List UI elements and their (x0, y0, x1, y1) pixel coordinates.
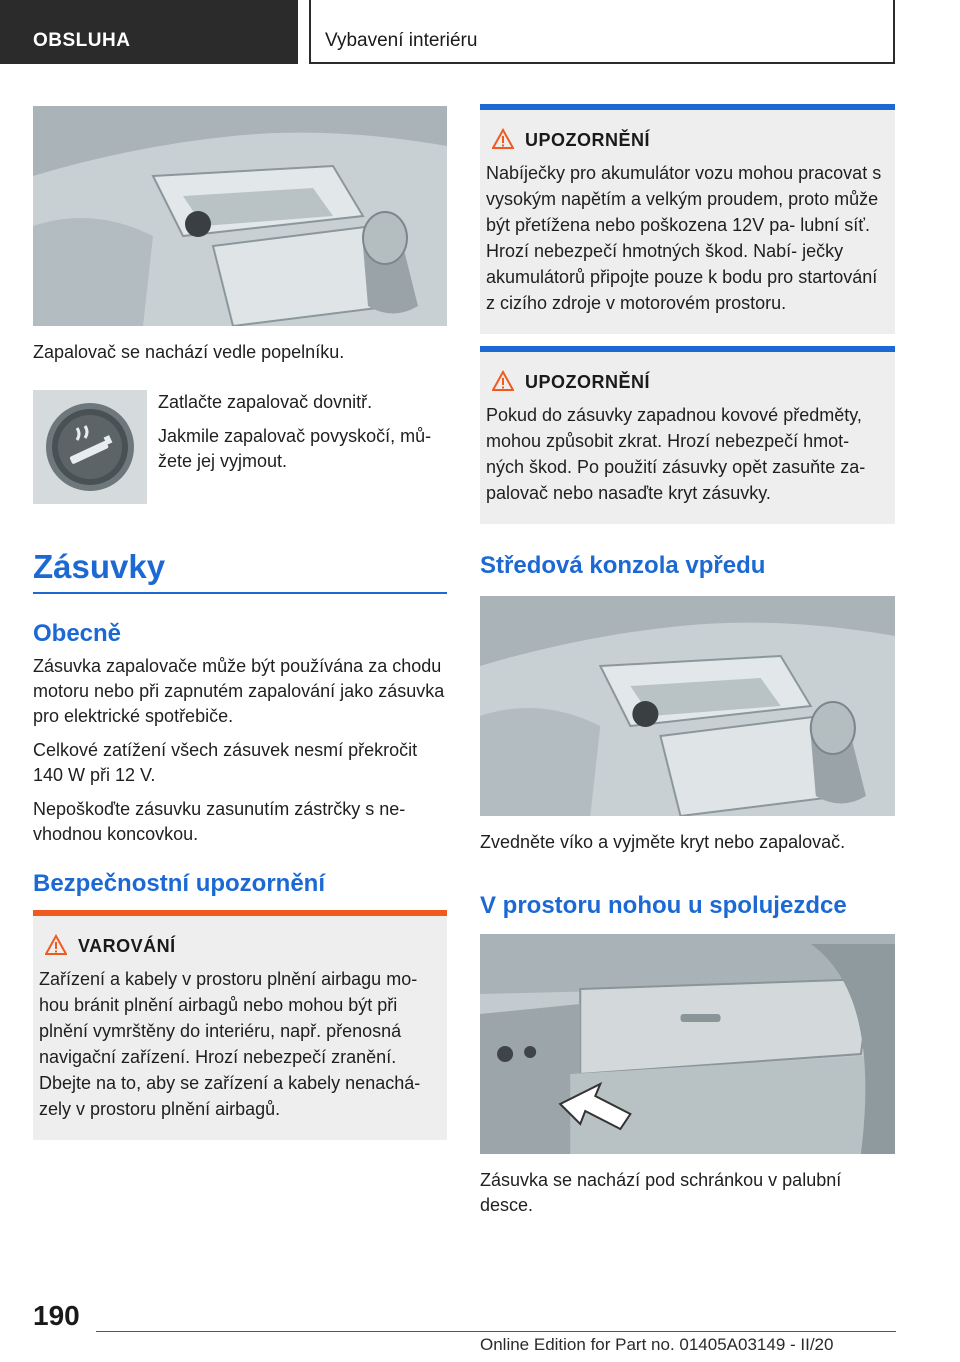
general-paragraph-2: Celkové zatížení všech zásuvek nesmí překročit 140 W při 12 V. (33, 740, 418, 785)
notice-box-2 (480, 346, 895, 524)
heading-sockets: Zásuvky (33, 548, 447, 594)
lighter-text-remove: Jakmile zapalovač povyskočí, mů‐ žete jej vyjmout. (158, 426, 432, 471)
lighter-text-push: Zatlačte zapalovač dovnitř. (158, 392, 373, 412)
warning-bar (33, 910, 447, 916)
notice-title-1: UPOZORNĚNÍ (525, 130, 651, 150)
header-chapter-tab (311, 0, 895, 64)
notice-bar-2 (480, 346, 895, 352)
lighter-instructions (158, 390, 448, 483)
heading-general: Obecně (33, 620, 122, 647)
notice-box-1 (480, 104, 895, 334)
console-ashtray-image (33, 106, 447, 326)
general-section (33, 654, 449, 856)
page-number: 190 (33, 1300, 80, 1331)
warning-triangle-icon (492, 128, 514, 150)
warning-box (33, 910, 447, 1140)
notice-bar-1 (480, 104, 895, 110)
heading-safety: Bezpečnostní upozornění (33, 870, 326, 897)
notice-title-2: UPOZORNĚNÍ (525, 372, 651, 392)
header-section-tab (0, 0, 298, 64)
header-chapter-label: Vybavení interiéru (325, 30, 478, 51)
heading-center-console: Středová konzola vpředu (480, 552, 766, 579)
warning-triangle-icon (45, 934, 67, 956)
caption-ashtray: Zapalovač se nachází vedle popelníku. (33, 342, 345, 362)
footer-edition: Online Edition for Part no. 01405A03149 - II/20 (480, 1335, 834, 1354)
heading-footwell: V prostoru nohou u spolujezdce (480, 892, 847, 919)
warning-title: VAROVÁNÍ (78, 936, 176, 956)
general-paragraph-3: Nepoškoďte zásuvku zasunutím zástrčky s ne‐ vhodnou koncovkou. (33, 799, 406, 844)
footwell-image (480, 934, 895, 1154)
general-paragraph-1: Zásuvka zapalovače může být používána za chodu motoru nebo při zapnutém zapalování jako zásuvka pro elektrické spotřebiče. (33, 656, 445, 726)
footer-divider (96, 1331, 896, 1332)
caption-footwell: Zásuvka se nachází pod schránkou v palubní desce. (480, 1170, 842, 1215)
warning-triangle-icon (492, 370, 514, 392)
center-console-image (480, 596, 895, 816)
notice-text-1: Nabíječky pro akumulátor vozu mohou pracovat s vysokým napětím a velkým proudem, proto může být přetížena nebo poškozena 12V pa‐ lubní síť. Hrozí nebezpečí hmotných škod. Nabí‐ ječky akumulátorů připojte pouze k bodu pro startování z cizího zdroje v motorovém prostoru. (486, 163, 882, 313)
warning-text: Zařízení a kabely v prostoru plnění airbagu mo‐ hou bránit plnění airbagů nebo mohou být při plnění vymrštěny do interiéru, např. přenosná navigační zařízení. Hrozí nebezpečí zranění. Dbejte na to, aby se zařízení a kabely nenachá‐ zely v prostoru plnění airbagů. (39, 969, 421, 1119)
notice-text-2: Pokud do zásuvky zapadnou kovové předměty, mohou způsobit zkrat. Hrozí nebezpečí hmot‐ ných škod. Po použití zásuvky opět zasuňte za‐ palovač nebo nasaďte kryt zásuvky. (486, 405, 866, 503)
header-section-label: OBSLUHA (33, 30, 131, 51)
lighter-image (33, 390, 147, 504)
caption-center-console: Zvedněte víko a vyjměte kryt nebo zapalovač. (480, 832, 846, 852)
